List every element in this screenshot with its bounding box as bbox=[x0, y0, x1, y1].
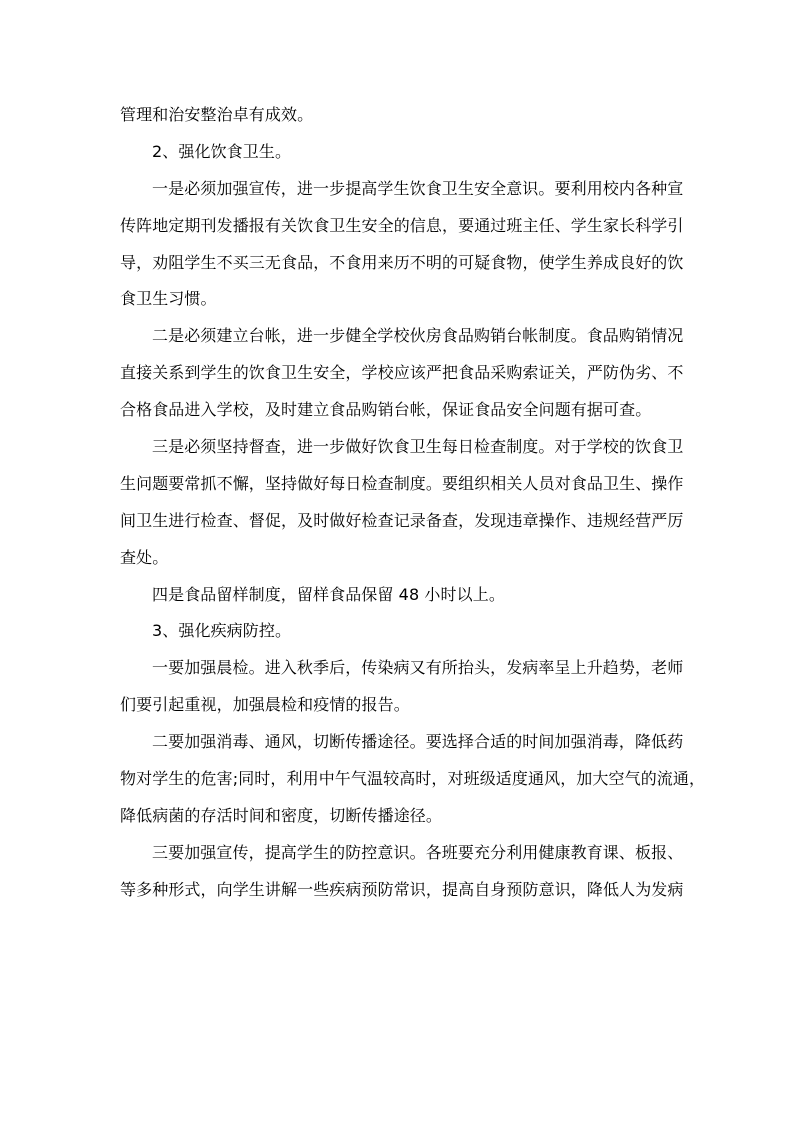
document-body bbox=[120, 101, 706, 913]
text-line: 查处。 bbox=[120, 547, 169, 567]
text-line: 一要加强晨检。进入秋季后，传染病又有所抬头，发病率呈上升趋势，老师 bbox=[152, 658, 684, 678]
text-line: 合格食品进入学校，及时建立食品购销台帐，保证食品安全问题有据可查。 bbox=[120, 400, 652, 420]
text-line: 降低病菌的存活时间和密度，切断传播途径。 bbox=[120, 805, 443, 825]
section-heading: 2、强化饮食卫生。 bbox=[152, 141, 292, 161]
section-heading: 3、强化疾病防控。 bbox=[152, 621, 292, 641]
text-line: 二要加强消毒、通风，切断传播途径。要选择合适的时间加强消毒，降低药 bbox=[152, 732, 684, 752]
text-line: 物对学生的危害;同时，利用中午气温较高时，对班级适度通风，加大空气的流通， bbox=[120, 769, 706, 789]
text-line: 导，劝阻学生不买三无食品，不食用来历不明的可疑食物，使学生养成良好的饮 bbox=[120, 252, 684, 272]
text-line: 三是必须坚持督查，进一步做好饮食卫生每日检查制度。对于学校的饮食卫 bbox=[152, 437, 684, 457]
text-line: 生问题要常抓不懈，坚持做好每日检查制度。要组织相关人员对食品卫生、操作 bbox=[120, 473, 684, 493]
text-line: 三要加强宣传，提高学生的防控意识。各班要充分利用健康教育课、板报、 bbox=[152, 842, 684, 862]
text-line: 直接关系到学生的饮食卫生安全，学校应该严把食品采购索证关，严防伪劣、不 bbox=[120, 363, 684, 383]
text-line: 二是必须建立台帐，进一步健全学校伙房食品购销台帐制度。食品购销情况 bbox=[152, 326, 684, 346]
text-line: 传阵地定期刊发播报有关饮食卫生安全的信息，要通过班主任、学生家长科学引 bbox=[120, 215, 684, 235]
text-line: 等多种形式，向学生讲解一些疾病预防常识，提高自身预防意识，降低人为发病 bbox=[120, 879, 684, 899]
text-line: 管理和治安整治卓有成效。 bbox=[120, 105, 314, 124]
text-line: 们要引起重视，加强晨检和疫情的报告。 bbox=[120, 695, 410, 715]
text-line: 四是食品留样制度，留样食品保留 48 小时以上。 bbox=[152, 584, 505, 604]
text-line: 食卫生习惯。 bbox=[120, 289, 217, 309]
text-line: 间卫生进行检查、督促，及时做好检查记录备查，发现违章操作、违规经营严厉 bbox=[120, 510, 684, 530]
text-line: 一是必须加强宣传，进一步提高学生饮食卫生安全意识。要利用校内各种宣 bbox=[152, 178, 684, 198]
